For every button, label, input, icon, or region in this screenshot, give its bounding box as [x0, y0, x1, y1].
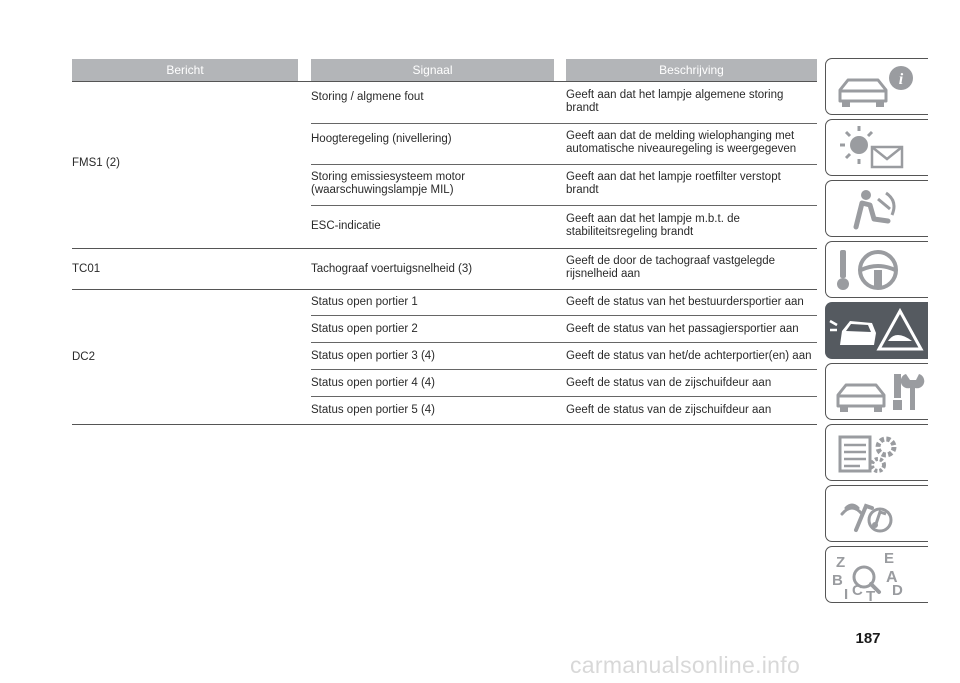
- description-cell: Geeft de status van het/de achterportier(en) aan: [566, 350, 812, 362]
- index-letter-z: Z: [836, 554, 846, 571]
- tab-multimedia[interactable]: [825, 485, 928, 542]
- tab-warning-lights[interactable]: [825, 119, 928, 176]
- signal-cell: Storing emissiesysteem motor (waarschuwingslampje MIL): [311, 171, 466, 196]
- table-row: [311, 397, 817, 424]
- header-bericht: Bericht: [72, 59, 298, 81]
- table-row: [311, 82, 817, 124]
- group-dc2: [72, 289, 817, 424]
- group-divider: [72, 424, 817, 425]
- car-warning-triangle-icon: [826, 303, 929, 360]
- signal-cell: Tachograaf voertuigsnelheid (3): [311, 263, 473, 275]
- description-cell: Geeft aan dat het lampje roetfilter verstopt brandt: [566, 171, 781, 196]
- warning-lights-message-icon: [826, 120, 929, 177]
- index-letter-i: I: [844, 586, 849, 603]
- description-cell: Geeft de status van het passagiersportier aan: [566, 323, 799, 335]
- signal-cell: Storing / algmene fout: [311, 91, 424, 103]
- header-beschrijving: Beschrijving: [566, 59, 817, 81]
- index-letter-c: C: [852, 582, 863, 599]
- signal-cell: Hoogteregeling (nivellering): [311, 133, 452, 145]
- table-row: [311, 165, 817, 206]
- tab-maintenance[interactable]: [825, 363, 928, 420]
- table-row: [311, 124, 817, 165]
- description-cell: Geeft de status van de zijschuifdeur aan: [566, 404, 772, 416]
- group-fms1: [72, 82, 817, 248]
- group-label: FMS1 (2): [72, 157, 120, 169]
- index-letter-a: A: [886, 569, 898, 586]
- car-info-icon: [826, 59, 929, 116]
- table-row: [311, 248, 817, 289]
- tab-safety[interactable]: [825, 180, 928, 237]
- table-header: [72, 59, 817, 81]
- specification-table: [72, 59, 817, 416]
- index-letter-t: T: [866, 588, 876, 604]
- signal-cell: Status open portier 1: [311, 296, 418, 308]
- tab-starting-driving[interactable]: [825, 241, 928, 298]
- group-label: DC2: [72, 351, 96, 363]
- table-row: [311, 289, 817, 316]
- signal-cell: Status open portier 3 (4): [311, 350, 436, 362]
- key-steering-wheel-icon: [826, 242, 929, 299]
- group-label: TC01: [72, 263, 101, 275]
- table-row: [311, 343, 817, 370]
- index-letter-b: B: [832, 572, 843, 589]
- index-letter-e: E: [884, 550, 895, 567]
- tab-car-info[interactable]: [825, 58, 928, 115]
- car-tools-icon: [826, 364, 929, 421]
- description-cell: Geeft aan dat het lampje m.b.t. de stabiliteitsregeling brandt: [566, 213, 740, 238]
- table-row: [311, 316, 817, 343]
- signal-cell: ESC-indicatie: [311, 220, 381, 232]
- table-row: [311, 206, 817, 248]
- tab-index[interactable]: [825, 546, 928, 603]
- description-cell: Geeft de status van de zijschuifdeur aan: [566, 377, 772, 389]
- description-cell: Geeft aan dat de melding wielophanging met automatische niveauregeling is weergegeven: [566, 130, 797, 155]
- index-letter-d: D: [892, 582, 903, 599]
- description-cell: Geeft de status van het bestuurdersportier aan: [566, 296, 804, 308]
- table-row: [311, 370, 817, 397]
- signal-cell: Status open portier 2: [311, 323, 418, 335]
- description-cell: Geeft aan dat het lampje algemene storing brandt: [566, 89, 784, 114]
- group-tc01: [72, 248, 817, 289]
- header-signaal: Signaal: [311, 59, 554, 81]
- signal-cell: Status open portier 5 (4): [311, 404, 436, 416]
- seat-airbag-icon: [826, 181, 929, 238]
- tab-emergency[interactable]: [825, 302, 928, 359]
- svg-text:i: i: [898, 71, 904, 88]
- description-cell: Geeft de door de tachograaf vastgelegde rijsnelheid aan: [566, 255, 776, 280]
- multimedia-music-icon: [826, 486, 929, 543]
- page-number: 187: [855, 630, 881, 647]
- alphabetical-index-icon: [826, 547, 929, 604]
- specifications-gear-icon: [826, 425, 929, 482]
- watermark: carmanualsonline.info: [570, 652, 801, 678]
- signal-cell: Status open portier 4 (4): [311, 377, 436, 389]
- tab-technical-data[interactable]: [825, 424, 928, 481]
